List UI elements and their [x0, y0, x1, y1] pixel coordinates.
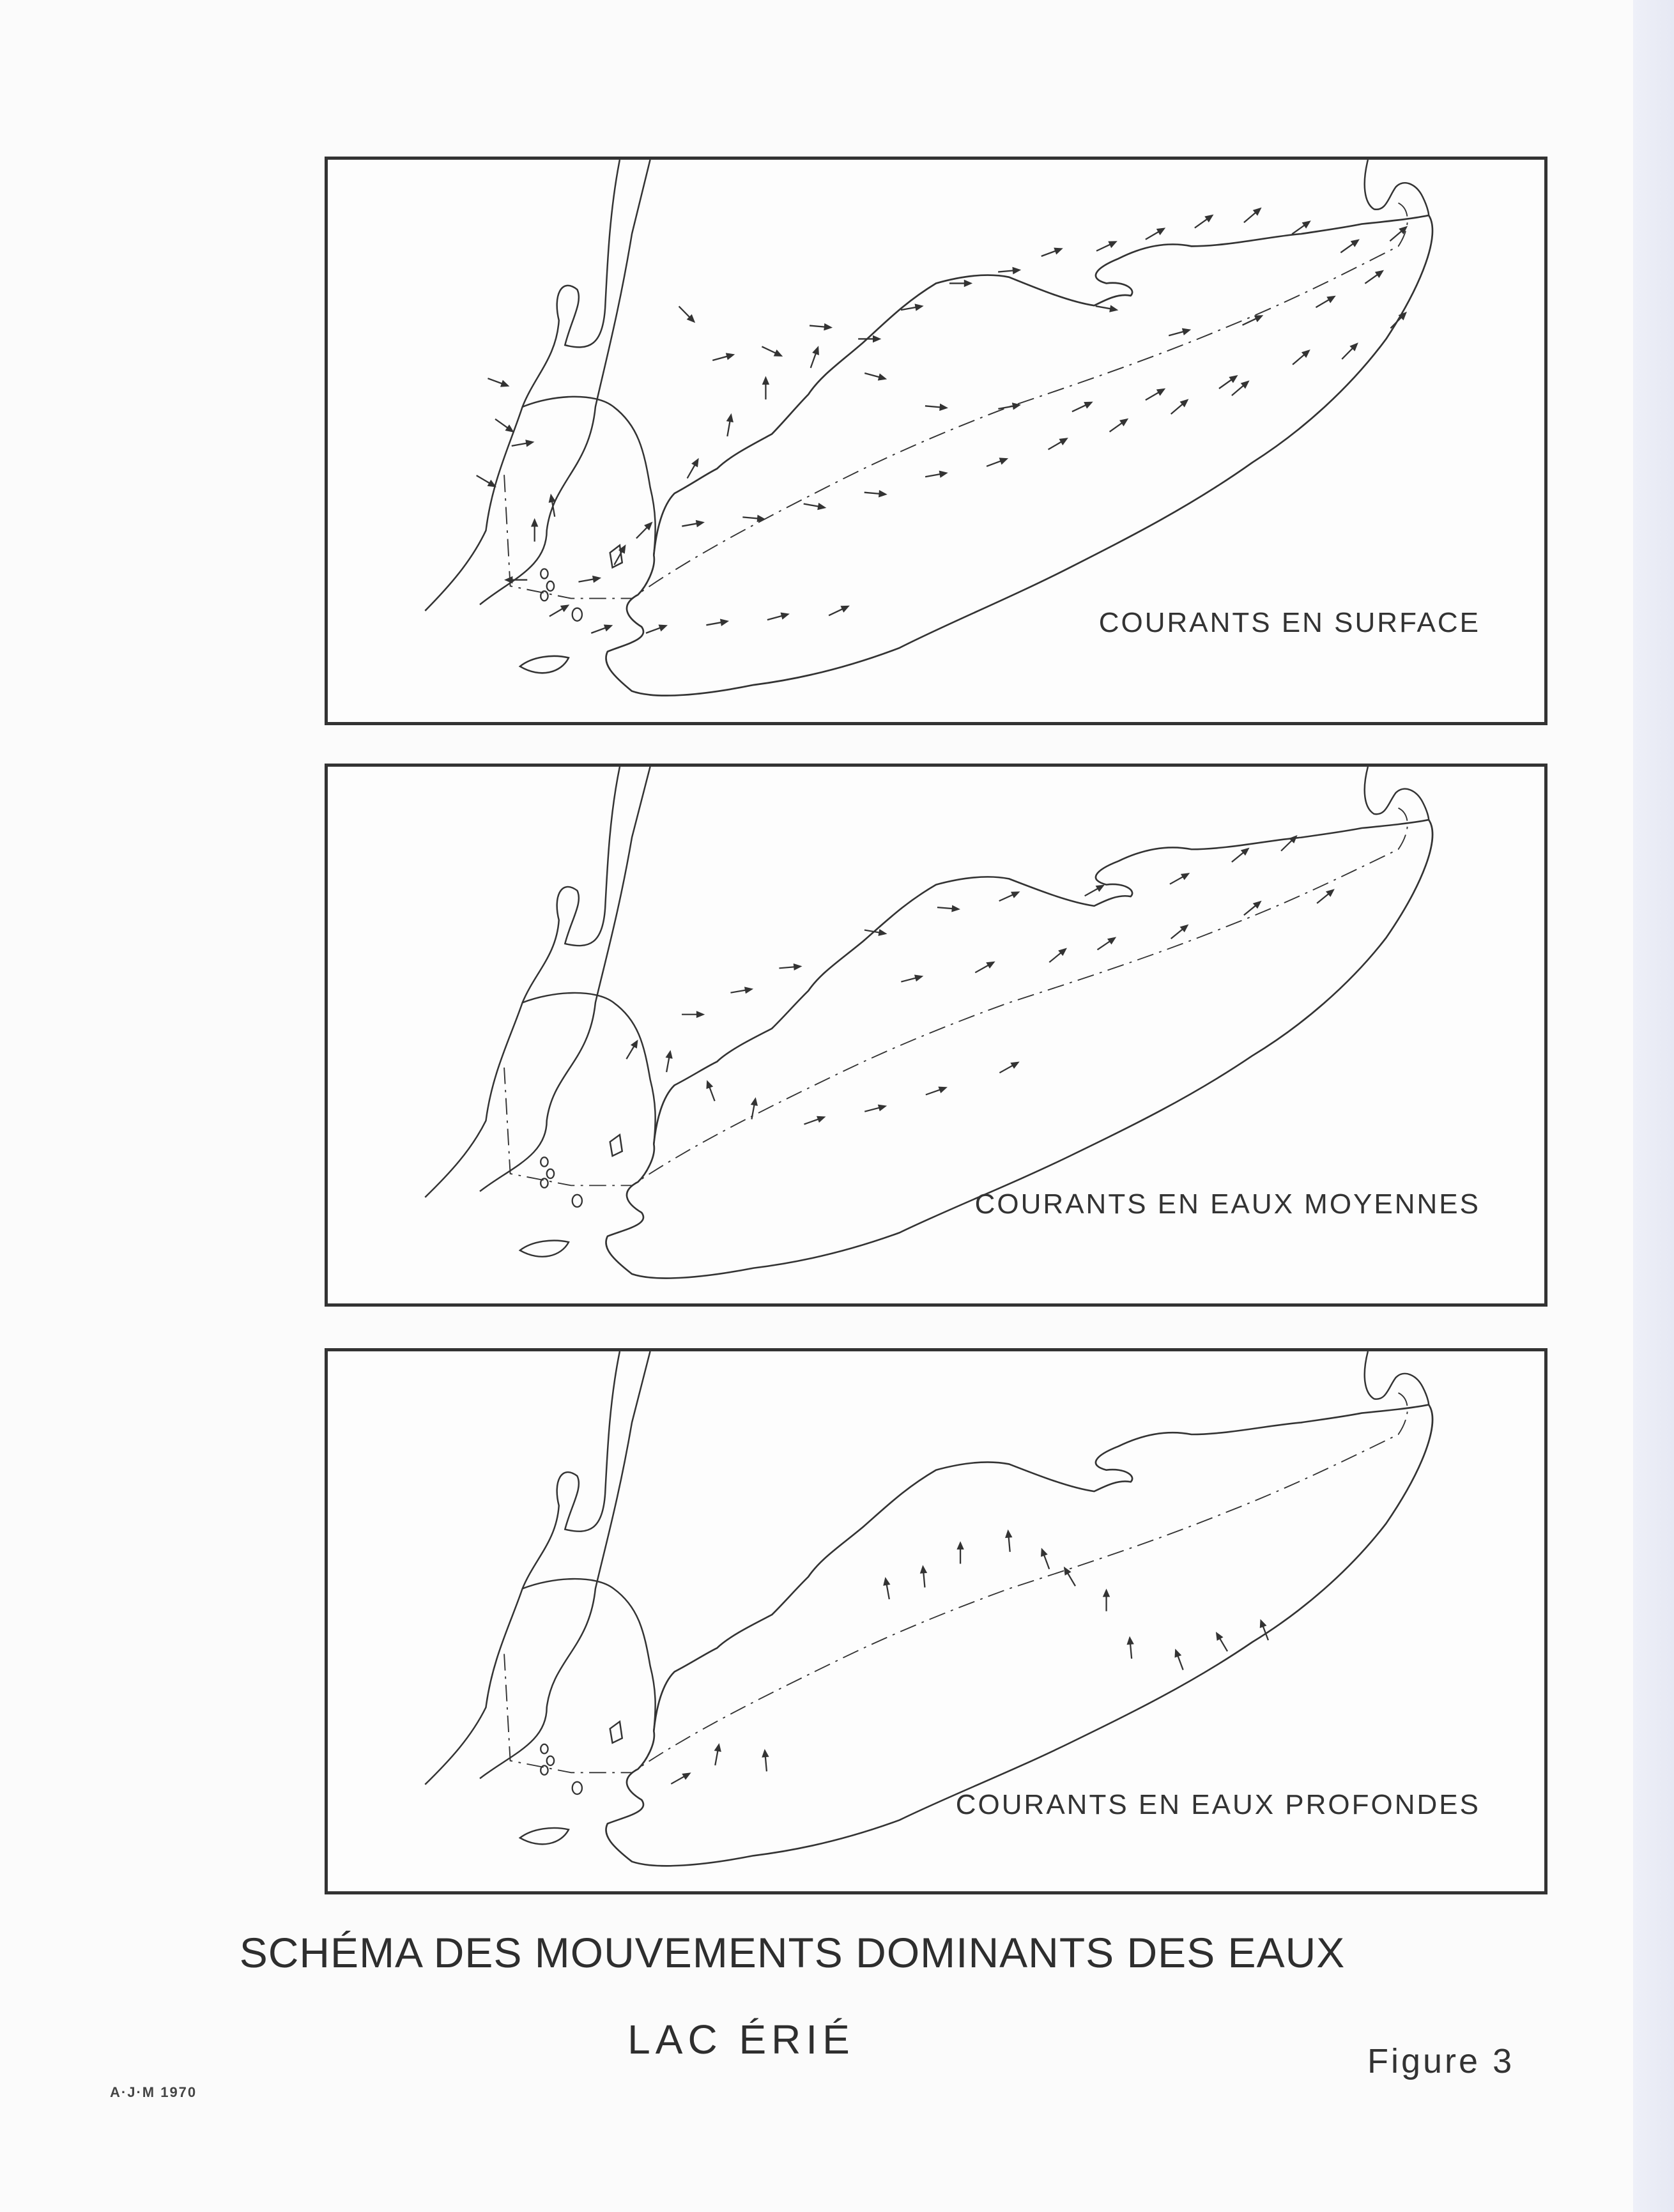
lake-erie-map: [328, 767, 1544, 1303]
coastline: [520, 1828, 569, 1844]
current-arrow: [1213, 1630, 1231, 1653]
current-arrow: [487, 375, 511, 390]
current-arrow: [1339, 236, 1362, 256]
coastline: [523, 397, 656, 555]
current-arrow: [1144, 385, 1167, 403]
current-arrow: [1314, 293, 1338, 311]
current-arrow: [1388, 309, 1409, 331]
current-arrow: [998, 1059, 1022, 1076]
coastline: [425, 767, 620, 1197]
current-arrow: [925, 1084, 949, 1098]
current-arrow: [645, 622, 669, 636]
figure-number: Figure 3: [1367, 2042, 1515, 2080]
current-arrow: [511, 438, 535, 450]
current-arrow: [900, 972, 925, 985]
current-arrow: [925, 403, 948, 412]
island: [541, 569, 548, 578]
current-arrow: [1038, 1547, 1052, 1571]
current-arrow: [682, 1011, 705, 1018]
current-arrow: [949, 280, 972, 288]
current-arrow: [1229, 845, 1252, 864]
current-arrow: [919, 1565, 929, 1588]
coastline: [1365, 160, 1429, 215]
current-arrow: [864, 369, 888, 383]
island: [541, 591, 548, 601]
coastline: [425, 1351, 620, 1785]
current-arrow: [1095, 934, 1118, 953]
current-arrow: [864, 926, 888, 937]
current-arrow: [669, 1769, 693, 1786]
coastline: [523, 993, 656, 1144]
island: [541, 1744, 548, 1753]
current-arrow: [925, 469, 949, 480]
current-arrow: [1168, 326, 1192, 339]
current-arrow: [548, 601, 571, 619]
current-arrow: [937, 904, 960, 913]
island: [541, 1157, 548, 1166]
current-arrow: [1103, 1588, 1110, 1611]
current-arrow: [1217, 372, 1240, 392]
current-arrow: [761, 1749, 771, 1772]
current-arrow: [900, 302, 925, 314]
current-arrow: [827, 603, 852, 619]
current-arrow: [1004, 1529, 1014, 1552]
coastline: [1365, 767, 1429, 820]
panel-label: COURANTS EN EAUX MOYENNES: [974, 1188, 1480, 1220]
island: [572, 608, 582, 621]
current-arrow: [1241, 898, 1264, 918]
current-arrow: [705, 617, 730, 629]
current-arrow: [997, 888, 1022, 904]
scan-edge-strip: [1633, 0, 1674, 2212]
current-arrow: [1144, 224, 1167, 242]
current-arrow: [1363, 267, 1386, 287]
current-arrow: [760, 343, 785, 360]
current-arrow: [1279, 833, 1300, 854]
international-boundary: [504, 203, 1408, 599]
current-arrow: [1107, 415, 1130, 435]
current-arrow: [1314, 886, 1337, 906]
current-arrow: [748, 1096, 760, 1119]
current-arrow: [998, 266, 1022, 276]
current-arrow: [803, 500, 827, 512]
current-arrow: [531, 518, 538, 542]
current-arrow: [1388, 223, 1410, 244]
current-arrow: [882, 1576, 893, 1600]
current-arrow: [1047, 945, 1070, 965]
current-arrow: [803, 1113, 827, 1127]
current-arrow: [712, 351, 736, 364]
current-arrow: [1040, 245, 1064, 259]
coastline: [523, 1579, 656, 1731]
current-arrow: [1339, 340, 1361, 362]
figure-title: SCHÉMA DES MOUVEMENTS DOMINANTS DES EAUX: [239, 1929, 1346, 1976]
current-arrow: [766, 610, 790, 624]
coastline: [480, 1351, 650, 1779]
current-arrow: [1168, 870, 1192, 887]
panel-label: COURANTS EN EAUX PROFONDES: [955, 1789, 1480, 1820]
island: [610, 1721, 622, 1742]
current-arrow: [973, 958, 997, 976]
author-mark: A·J·M 1970: [110, 2084, 197, 2100]
map-panel-mid-depth: [325, 764, 1547, 1307]
current-arrow: [684, 456, 702, 480]
island: [547, 1756, 554, 1765]
current-arrow: [1071, 398, 1095, 415]
coastline: [520, 1241, 569, 1257]
current-arrow: [623, 1038, 641, 1061]
current-arrow: [1169, 396, 1191, 417]
current-arrow: [578, 574, 602, 586]
map-panel-deep: [325, 1348, 1547, 1894]
island: [572, 1782, 582, 1794]
current-arrow: [677, 303, 698, 325]
current-arrow: [1193, 211, 1216, 231]
island: [547, 1169, 554, 1178]
current-arrow: [1172, 1648, 1186, 1671]
island: [541, 1178, 548, 1187]
current-arrow: [1241, 312, 1265, 328]
current-arrow: [807, 344, 822, 369]
current-arrow: [997, 401, 1022, 413]
coastline: [480, 767, 650, 1192]
international-boundary: [504, 808, 1408, 1186]
current-arrow: [1047, 434, 1070, 452]
current-arrow: [504, 576, 527, 584]
current-arrow: [1241, 204, 1264, 226]
coastline: [520, 656, 569, 673]
current-arrow: [1061, 1565, 1079, 1588]
current-arrow: [985, 455, 1010, 470]
coastline: [480, 160, 650, 604]
current-arrow: [1169, 921, 1191, 941]
island: [547, 581, 554, 591]
international-boundary: [504, 1393, 1408, 1772]
current-arrow: [724, 413, 735, 437]
current-arrow: [663, 1049, 675, 1072]
figure-subtitle: LAC ÉRIÉ: [627, 2016, 855, 2062]
island: [572, 1195, 582, 1207]
map-panel-surface: [325, 157, 1547, 725]
current-arrow: [681, 518, 705, 530]
current-arrow: [864, 1102, 888, 1115]
current-arrow: [703, 1079, 718, 1102]
coastline: [1365, 1351, 1429, 1405]
current-arrow: [1095, 238, 1119, 254]
current-arrow: [762, 376, 769, 399]
island: [610, 545, 622, 567]
current-arrow: [956, 1541, 964, 1563]
current-arrow: [590, 622, 614, 636]
panel-label: COURANTS EN SURFACE: [1098, 607, 1480, 638]
current-arrow: [730, 985, 754, 996]
island: [610, 1135, 622, 1156]
current-arrow: [712, 1742, 723, 1766]
current-arrow: [864, 489, 887, 498]
current-arrow: [779, 963, 802, 972]
current-arrow: [810, 322, 833, 332]
island: [541, 1765, 548, 1774]
current-arrow: [742, 514, 766, 523]
current-arrow: [1126, 1636, 1135, 1659]
current-arrow: [1290, 347, 1312, 368]
coastline: [425, 160, 620, 611]
current-arrow: [634, 519, 656, 541]
